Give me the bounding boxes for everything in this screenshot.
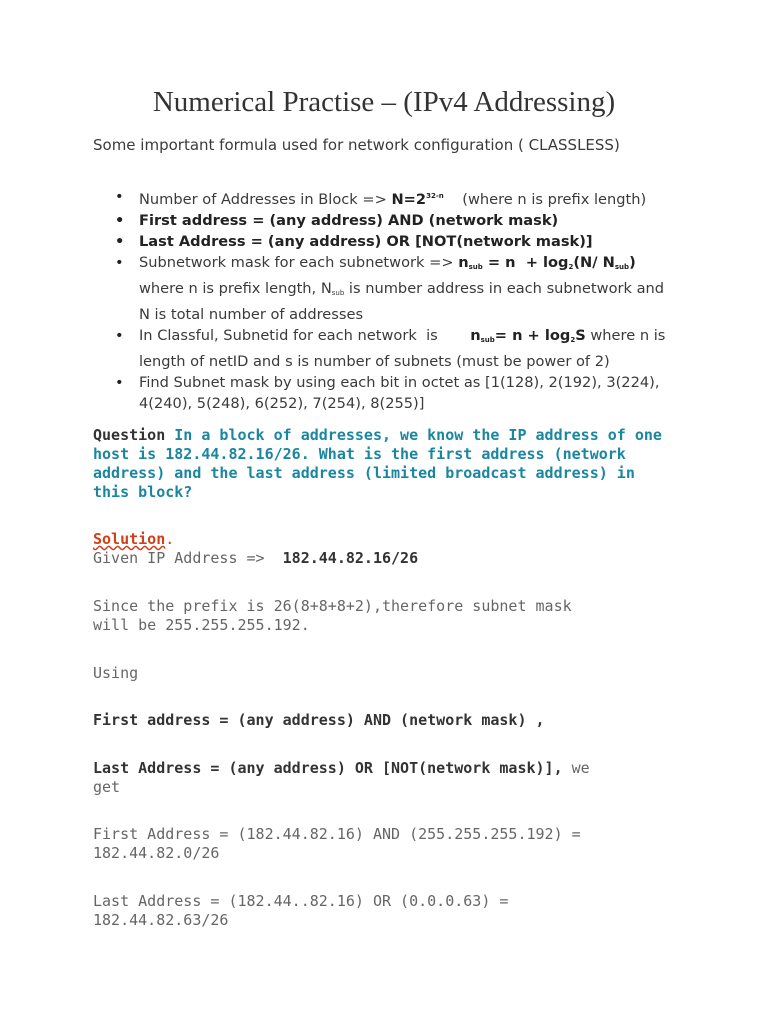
- formula-text: where n is length of netID and s is number of subnets (must be power of 2): [139, 327, 666, 370]
- page-title: Numerical Practise – (IPv4 Addressing): [152, 86, 616, 118]
- formula-text: Subnetwork mask for each subnetwork =>: [139, 254, 459, 271]
- solution-heading: [93, 530, 174, 549]
- get-line: get: [93, 778, 121, 796]
- subscript: 2: [568, 263, 574, 271]
- formula-bold: N=2: [391, 191, 427, 208]
- subscript: sub: [331, 289, 345, 297]
- subscript: sub: [480, 336, 495, 344]
- prefix-line-1: Since the prefix is 26(8+8+8+2),therefore subnet mask: [93, 597, 572, 615]
- given-value: 182.44.82.16/26: [282, 549, 419, 567]
- last-calc-line-1: Last Address = (182.44..82.16) OR (0.0.0.63) =: [93, 892, 509, 910]
- solution-label: Solution: [93, 530, 166, 548]
- subscript: sub: [614, 263, 630, 271]
- formula-bold: = n + log: [482, 254, 569, 271]
- last-formula-line: [93, 759, 590, 778]
- first-calc-line-2: 182.44.82.0/26: [93, 844, 220, 862]
- question-label: Question: [93, 426, 166, 444]
- list-item: [93, 186, 673, 210]
- solution-dot: .: [165, 530, 175, 548]
- intro-text: Some important formula used for network configuration ( CLASSLESS): [93, 136, 620, 154]
- formula-text: In Classful, Subnetid for each network is: [139, 327, 471, 344]
- question-text: In a block of addresses, we know the IP address of one host is 182.44.82.16/26. What is the first address (network address) and the last address (limited broadcast address) in this block?: [93, 426, 662, 501]
- formula-bold: S: [575, 327, 586, 344]
- formula-bold: (N/ N: [573, 254, 615, 271]
- list-item: • Last Address = (any address) OR [NOT(network mask)]: [93, 231, 673, 252]
- subscript: 2: [570, 336, 576, 344]
- question-block: [93, 426, 663, 502]
- formula-bold: ): [629, 254, 636, 271]
- prefix-line-2: will be 255.255.255.192.: [93, 616, 310, 634]
- using-line: Using: [93, 664, 139, 682]
- last-calc-line-2: 182.44.82.63/26: [93, 911, 229, 929]
- given-line: [93, 549, 418, 568]
- subscript: sub: [468, 263, 483, 271]
- we-text: we: [562, 759, 590, 777]
- given-label: Given IP Address =>: [93, 549, 283, 567]
- last-formula-text: Last Address = (any address) OR [NOT(network mask)],: [93, 759, 563, 777]
- list-item: • Find Subnet mask by using each bit in octet as [1(128), 2(192), 3(224), 4(240), 5(248), 6(252), 7(254), 8(255)]: [93, 372, 673, 414]
- first-calc-line-1: First Address = (182.44.82.16) AND (255.255.255.192) =: [93, 825, 581, 843]
- formula-text: Number of Addresses in Block =>: [139, 191, 392, 208]
- formula-bold: = n + log: [494, 327, 571, 344]
- formula-text: (where n is prefix length): [443, 191, 647, 208]
- formula-bold: n: [458, 254, 469, 271]
- formula-list: [93, 186, 673, 414]
- list-item: • First address = (any address) AND (network mask): [93, 210, 673, 231]
- superscript: 32-n: [426, 192, 444, 200]
- formula-bold: n: [470, 327, 481, 344]
- first-formula-line: First address = (any address) AND (network mask) ,: [93, 711, 545, 729]
- list-item: [93, 325, 673, 372]
- formula-text: where n is prefix length, N: [139, 280, 332, 297]
- formula-text: is number address in each subnetwork and N is total number of addresses: [139, 280, 665, 323]
- list-item: [93, 252, 673, 325]
